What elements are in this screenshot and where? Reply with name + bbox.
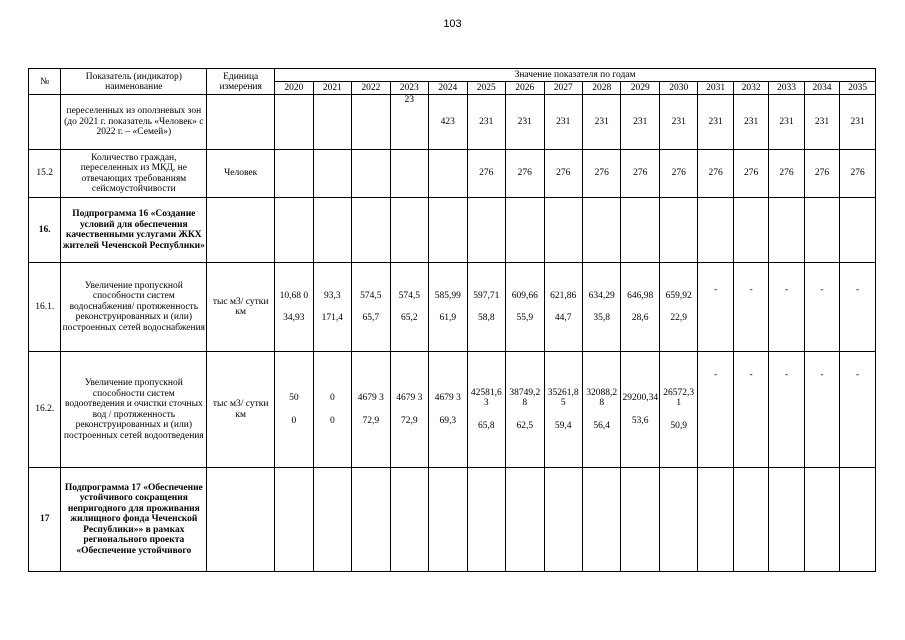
value-cell-2032	[733, 352, 768, 468]
value-secondary: 62,5	[516, 420, 534, 431]
value-cell-2022	[352, 468, 390, 572]
value-cell-2025	[467, 263, 505, 352]
table-row	[29, 263, 876, 352]
header-year-2032: 2032	[733, 82, 768, 95]
value-primary: 231	[779, 116, 794, 127]
value-primary: -	[714, 285, 718, 295]
value-primary: 231	[594, 116, 609, 127]
value-cell-2024	[429, 263, 467, 352]
value-primary: -	[820, 285, 824, 295]
unit	[207, 95, 275, 150]
value-cell-2030	[659, 95, 697, 150]
value-cell-2028	[582, 198, 620, 263]
value-cell-2027	[544, 352, 582, 468]
value-cell-2035	[840, 352, 876, 468]
value-cell-2021	[313, 198, 351, 263]
value-cell-2029	[621, 352, 659, 468]
value-cell-2031	[698, 150, 733, 198]
header-indicator: Показатель (индикатор) наименование	[61, 69, 207, 95]
value-primary: 597,71	[473, 290, 500, 301]
value-cell-2021	[313, 150, 351, 198]
value-primary: 659,92	[665, 290, 692, 301]
value-cell-2030	[659, 150, 697, 198]
row-number	[29, 95, 61, 150]
value-cell-2024	[429, 352, 467, 468]
value-cell-2022	[352, 95, 390, 150]
value-primary: 276	[479, 168, 494, 179]
value-primary: -	[784, 370, 789, 380]
value-cell-2030	[659, 468, 697, 572]
value-primary: 585,99	[434, 290, 461, 301]
value-cell-2032	[733, 468, 768, 572]
value-cell-2024	[429, 95, 467, 150]
value-cell-2033	[769, 352, 804, 468]
value-cell-2026	[506, 468, 544, 572]
value-secondary: 0	[291, 415, 297, 426]
value-cell-2022	[352, 150, 390, 198]
value-secondary: 65,8	[477, 420, 495, 431]
value-cell-2033	[769, 198, 804, 263]
value-primary: 276	[708, 168, 723, 179]
value-cell-2027	[544, 150, 582, 198]
value-cell-2020	[275, 150, 313, 198]
value-secondary: 65,7	[362, 313, 380, 323]
header-year-2025: 2025	[467, 82, 505, 95]
value-primary: 276	[517, 168, 532, 179]
value-cell-2034	[804, 263, 839, 352]
value-primary: 32088,2 8	[586, 387, 618, 409]
value-cell-2035	[840, 198, 876, 263]
header-year-2027: 2027	[544, 82, 582, 95]
value-cell-2035	[840, 468, 876, 572]
value-cell-2024	[429, 198, 467, 263]
value-primary: 93,3	[324, 290, 341, 301]
value-secondary: 50,9	[670, 420, 687, 431]
value-cell-2031	[698, 95, 733, 150]
value-cell-2020	[275, 352, 313, 468]
table-row	[29, 352, 876, 468]
value-secondary: 35,8	[593, 313, 611, 323]
value-primary: 38749,2 8	[509, 387, 541, 409]
value-secondary: 58,8	[477, 313, 495, 323]
header-year-2023: 2023	[390, 82, 428, 95]
header-year-2024: 2024	[429, 82, 467, 95]
indicator-name: Увеличение пропускной способности систем водоотведения и очистки сточных вод / протяженность реконструированных и (или) построенных сетей водоотведения	[61, 352, 207, 468]
value-primary: 574,5	[398, 290, 420, 301]
value-cell-2034	[804, 198, 839, 263]
value-cell-2021	[313, 352, 351, 468]
value-cell-2025	[467, 150, 505, 198]
value-cell-2033	[769, 95, 804, 150]
header-values-by-year: Значение показателя по годам	[275, 69, 876, 82]
value-cell-2028	[582, 263, 620, 352]
value-cell-2025	[467, 468, 505, 572]
header-year-2029: 2029	[621, 82, 659, 95]
value-primary: 231	[556, 116, 571, 127]
value-cell-2033	[769, 468, 804, 572]
value-secondary: 34,93	[283, 313, 305, 323]
row-number: 15.2	[29, 150, 61, 198]
table-row	[29, 95, 876, 150]
indicators-table	[28, 68, 876, 572]
value-primary: 231	[671, 116, 686, 127]
unit	[207, 198, 275, 263]
value-secondary: 53,6	[631, 415, 649, 426]
value-cell-2029	[621, 95, 659, 150]
unit: Человек	[207, 150, 275, 198]
value-cell-2035	[840, 95, 876, 150]
value-primary: 231	[479, 116, 494, 127]
header-number: №	[29, 69, 61, 95]
value-cell-2028	[582, 352, 620, 468]
value-cell-2023	[390, 198, 428, 263]
value-primary: 4679 3	[357, 393, 384, 403]
value-cell-2034	[804, 352, 839, 468]
value-primary: -	[856, 285, 860, 295]
value-secondary: 72,9	[400, 415, 418, 426]
header-year-2030: 2030	[659, 82, 697, 95]
header-year-2026: 2026	[506, 82, 544, 95]
value-cell-2025	[467, 198, 505, 263]
header-year-2021: 2021	[313, 82, 351, 95]
value-cell-2023	[390, 468, 428, 572]
value-cell-2029	[621, 468, 659, 572]
value-cell-2026	[506, 95, 544, 150]
value-secondary: 65,2	[400, 313, 418, 323]
value-cell-2029	[621, 263, 659, 352]
value-primary: 231	[708, 116, 723, 127]
value-cell-2027	[544, 95, 582, 150]
value-primary: 29200,34	[622, 393, 659, 403]
value-primary: -	[749, 370, 753, 380]
value-secondary: 56,4	[593, 420, 611, 431]
value-primary: -	[820, 370, 824, 380]
row-number: 17	[29, 468, 61, 572]
value-cell-2035	[840, 263, 876, 352]
value-primary: 646,98	[627, 290, 654, 301]
value-cell-2025	[467, 352, 505, 468]
value-primary: 276	[556, 168, 571, 179]
value-cell-2022	[352, 198, 390, 263]
value-primary: 231	[517, 116, 532, 127]
header-year-2022: 2022	[352, 82, 390, 95]
value-primary: 231	[850, 116, 865, 127]
header-unit: Единица измерения	[207, 69, 275, 95]
value-primary: 231	[743, 116, 759, 127]
row-number: 16.	[29, 198, 61, 263]
value-primary: 276	[814, 168, 830, 179]
value-cell-2025	[467, 95, 505, 150]
value-cell-2023	[390, 263, 428, 352]
value-cell-2021	[313, 263, 351, 352]
value-primary: 276	[594, 168, 609, 179]
value-cell-2023	[390, 352, 428, 468]
value-cell-2020	[275, 95, 313, 150]
value-cell-2031	[698, 263, 733, 352]
value-primary: 609,66	[511, 290, 538, 301]
value-cell-2027	[544, 263, 582, 352]
value-primary: 26572,3 1	[663, 387, 695, 409]
value-primary: 276	[633, 168, 648, 179]
value-cell-2024	[429, 150, 467, 198]
value-cell-2032	[733, 95, 768, 150]
value-primary: 621,86	[550, 290, 577, 301]
value-cell-2022	[352, 263, 390, 352]
value-primary: 231	[814, 116, 830, 127]
value-primary: -	[784, 285, 789, 295]
table-row	[29, 468, 876, 572]
header-year-2034: 2034	[804, 82, 839, 95]
value-primary: 23	[404, 95, 415, 105]
value-secondary: 0	[329, 415, 335, 426]
value-cell-2034	[804, 468, 839, 572]
value-cell-2027	[544, 468, 582, 572]
value-cell-2028	[582, 468, 620, 572]
value-secondary: 72,9	[362, 415, 380, 426]
value-primary: 276	[779, 168, 794, 179]
value-cell-2030	[659, 352, 697, 468]
header-year-2020: 2020	[275, 82, 313, 95]
value-cell-2021	[313, 468, 351, 572]
value-cell-2029	[621, 198, 659, 263]
unit: тыс м3/ сутки км	[207, 352, 275, 468]
indicator-name: переселенных из оползневых зон (до 2021 г. показатель «Человек» с 2022 г. – «Семей»)	[61, 95, 207, 150]
value-cell-2020	[275, 198, 313, 263]
value-secondary: 55,9	[516, 313, 534, 323]
value-cell-2032	[733, 263, 768, 352]
value-primary: 50	[289, 393, 299, 403]
value-primary: 231	[633, 116, 648, 127]
value-cell-2028	[582, 95, 620, 150]
header-year-2035: 2035	[840, 82, 876, 95]
value-primary: 276	[671, 168, 686, 179]
row-number: 16.1.	[29, 263, 61, 352]
value-secondary: 44,7	[554, 313, 572, 323]
indicator-name: Количество граждан, переселенных из МКД, не отвечающих требованиям сейсмоустойчивости	[61, 150, 207, 198]
value-primary: 276	[743, 168, 759, 179]
value-primary: 4679 3	[434, 393, 461, 403]
value-cell-2026	[506, 198, 544, 263]
value-primary: 35261,8 5	[547, 387, 579, 409]
value-cell-2023	[390, 150, 428, 198]
value-cell-2027	[544, 198, 582, 263]
value-cell-2028	[582, 150, 620, 198]
unit	[207, 468, 275, 572]
value-cell-2031	[698, 468, 733, 572]
header-year-2033: 2033	[769, 82, 804, 95]
table-row	[29, 150, 876, 198]
value-cell-2026	[506, 263, 544, 352]
value-cell-2030	[659, 263, 697, 352]
header-year-2028: 2028	[582, 82, 620, 95]
value-cell-2032	[733, 150, 768, 198]
value-cell-2031	[698, 352, 733, 468]
value-primary: 276	[850, 168, 865, 179]
value-primary: 423	[440, 116, 455, 127]
value-primary: 0	[329, 393, 335, 403]
value-secondary: 69,3	[439, 415, 457, 426]
value-primary: 4679 3	[396, 393, 423, 403]
value-secondary: 61,9	[439, 313, 457, 323]
value-cell-2033	[769, 263, 804, 352]
value-cell-2020	[275, 263, 313, 352]
value-cell-2026	[506, 352, 544, 468]
indicator-name: Подпрограмма 16 «Создание условий для обеспечения качественными услугами ЖКХ жителей Чеченской Республики»	[61, 198, 207, 263]
value-secondary: 171,4	[321, 313, 344, 323]
value-primary: 42581,6 3	[470, 387, 502, 409]
value-cell-2035	[840, 150, 876, 198]
indicator-name: Подпрограмма 17 «Обеспечение устойчивого сокращения непригодного для проживания жилищного фонда Чеченской Республики»» в рамках регионального проекта «Обеспечение устойчивого	[61, 468, 207, 572]
row-number: 16.2.	[29, 352, 61, 468]
value-secondary: 59,4	[554, 420, 572, 431]
value-secondary: 22,9	[670, 313, 687, 323]
indicator-name: Увеличение пропускной способности систем водоснабжения/ протяженность реконструированных и (или) построенных сетей водоснабжения	[61, 263, 207, 352]
value-cell-2032	[733, 198, 768, 263]
value-primary: 634,29	[588, 290, 615, 301]
value-cell-2021	[313, 95, 351, 150]
value-cell-2026	[506, 150, 544, 198]
value-cell-2023	[390, 95, 428, 150]
header-year-2031: 2031	[698, 82, 733, 95]
value-cell-2033	[769, 150, 804, 198]
value-cell-2031	[698, 198, 733, 263]
value-primary: 10,68 0	[279, 290, 309, 301]
table-row	[29, 198, 876, 263]
value-cell-2029	[621, 150, 659, 198]
value-cell-2034	[804, 95, 839, 150]
value-cell-2030	[659, 198, 697, 263]
unit: тыс м3/ сутки км	[207, 263, 275, 352]
value-secondary: 28,6	[631, 313, 649, 323]
value-cell-2020	[275, 468, 313, 572]
value-cell-2024	[429, 468, 467, 572]
value-primary: 574,5	[360, 290, 382, 301]
value-primary: -	[714, 370, 718, 380]
value-cell-2034	[804, 150, 839, 198]
page-number: 103	[443, 18, 462, 30]
value-cell-2022	[352, 352, 390, 468]
value-primary: -	[749, 285, 753, 295]
value-primary: -	[856, 370, 860, 380]
